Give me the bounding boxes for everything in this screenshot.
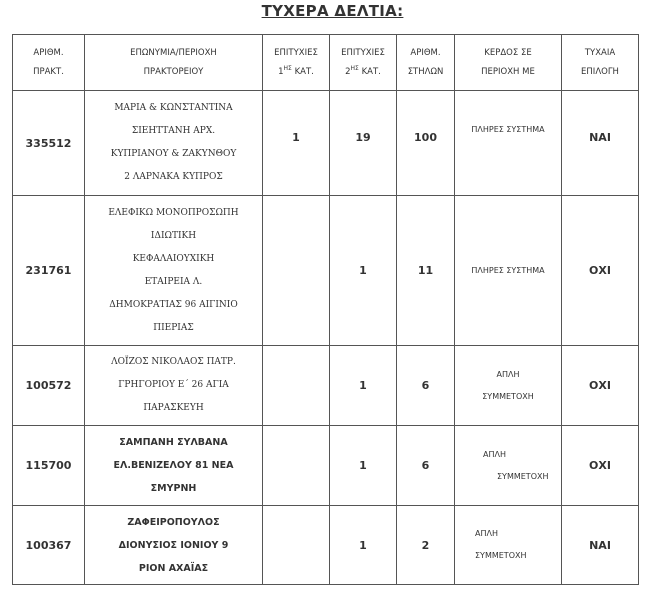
agency-name: ΜΑΡΙΑ & ΚΩΝΣΤΑΝΤΙΝΑ ΣΙΕΗΤΤΑΝΗ ΑΡΧ. ΚΥΠΡΙΑΝΟΥ & ΖΑΚΥΝΘΟΥ 2 ΛΑΡΝΑΚΑ ΚΥΠΡΟΣ	[85, 91, 263, 196]
header-agency-name: ΕΠΩΝΥΜΙΑ/ΠΕΡΙΟΧΗ ΠΡΑΚΤΟΡΕΙΟΥ	[85, 35, 263, 91]
wins-cat2: 1	[330, 426, 397, 506]
table-row	[13, 91, 639, 196]
header-win-area: ΚΕΡΔΟΣ ΣΕ ΠΕΡΙΟΧΗ ΜΕ	[455, 35, 562, 91]
wins-cat1: 1	[263, 91, 330, 196]
random-pick: ΟΧΙ	[562, 346, 639, 426]
win-area: ΑΠΛΗ ΣΥΜΜΕΤΟΧΗ	[455, 346, 562, 426]
table-row	[13, 346, 639, 426]
agency-name: ΛΟΪΖΟΣ ΝΙΚΟΛΑΟΣ ΠΑΤΡ. ΓΡΗΓΟΡΙΟΥ Ε΄ 26 ΑΓΙΑ ΠΑΡΑΣΚΕΥΗ	[85, 346, 263, 426]
win-area: ΑΠΛΗ ΣΥΜΜΕΤΟΧΗ	[455, 506, 562, 585]
random-pick: ΟΧΙ	[562, 426, 639, 506]
wins-cat1	[263, 196, 330, 346]
agency-code: 115700	[13, 426, 85, 506]
wins-cat2: 19	[330, 91, 397, 196]
columns-count: 6	[397, 426, 455, 506]
table-row	[13, 506, 639, 585]
table-row	[13, 426, 639, 506]
header-columns-count: ΑΡΙΘΜ. ΣΤΗΛΩΝ	[397, 35, 455, 91]
wins-cat2: 1	[330, 346, 397, 426]
agency-name: ΕΛΕΦΙΚΩ ΜΟΝΟΠΡΟΣΩΠΗ ΙΔΙΩΤΙΚΗ ΚΕΦΑΛΑΙΟΥΧΙΚΗ ΕΤΑΙΡΕΙΑ Λ. ΔΗΜΟΚΡΑΤΙΑΣ 96 ΑΙΓΙΝΙΟ ΠΙΕΡΙΑΣ	[85, 196, 263, 346]
agency-code: 231761	[13, 196, 85, 346]
columns-count: 100	[397, 91, 455, 196]
table-row	[13, 196, 639, 346]
header-random-pick: ΤΥΧΑΙΑ ΕΠΙΛΟΓΗ	[562, 35, 639, 91]
random-pick: ΝΑΙ	[562, 506, 639, 585]
win-area: ΑΠΛΗ ΣΥΜΜΕΤΟΧΗ	[455, 426, 562, 506]
wins-cat1	[263, 346, 330, 426]
columns-count: 11	[397, 196, 455, 346]
page-title: ΤΥΧΕΡΑ ΔΕΛΤΙΑ:	[261, 2, 404, 20]
wins-cat1	[263, 506, 330, 585]
win-area: ΠΛΗΡΕΣ ΣΥΣΤΗΜΑ	[455, 196, 562, 346]
columns-count: 2	[397, 506, 455, 585]
header-wins-category-1: ΕΠΙΤΥΧΙΕΣ $1^{H\Sigma}$ ΚΑΤ.	[263, 35, 330, 91]
random-pick: ΝΑΙ	[562, 91, 639, 196]
agency-name: ΖΑΦΕΙΡΟΠΟΥΛΟΣ ΔΙΟΝΥΣΙΟΣ ΙΟΝΙΟΥ 9 ΡΙΟΝ ΑΧΑΪΑΣ	[85, 506, 263, 585]
columns-count: 6	[397, 346, 455, 426]
header-row	[13, 35, 639, 91]
lucky-tickets-table	[12, 34, 639, 585]
random-pick: ΟΧΙ	[562, 196, 639, 346]
agency-code: 100367	[13, 506, 85, 585]
agency-code: 335512	[13, 91, 85, 196]
header-agency-number: ΑΡΙΘΜ. ΠΡΑΚΤ.	[13, 35, 85, 91]
wins-cat2: 1	[330, 196, 397, 346]
win-area: ΠΛΗΡΕΣ ΣΥΣΤΗΜΑ	[455, 91, 562, 196]
wins-cat2: 1	[330, 506, 397, 585]
agency-name: ΣΑΜΠΑΝΗ ΣΥΛΒΑΝΑ ΕΛ.ΒΕΝΙΖΕΛΟΥ 81 ΝΕΑ ΣΜΥΡΝΗ	[85, 426, 263, 506]
agency-code: 100572	[13, 346, 85, 426]
header-wins-category-2: ΕΠΙΤΥΧΙΕΣ $2^{H\Sigma}$ ΚΑΤ.	[330, 35, 397, 91]
wins-cat1	[263, 426, 330, 506]
